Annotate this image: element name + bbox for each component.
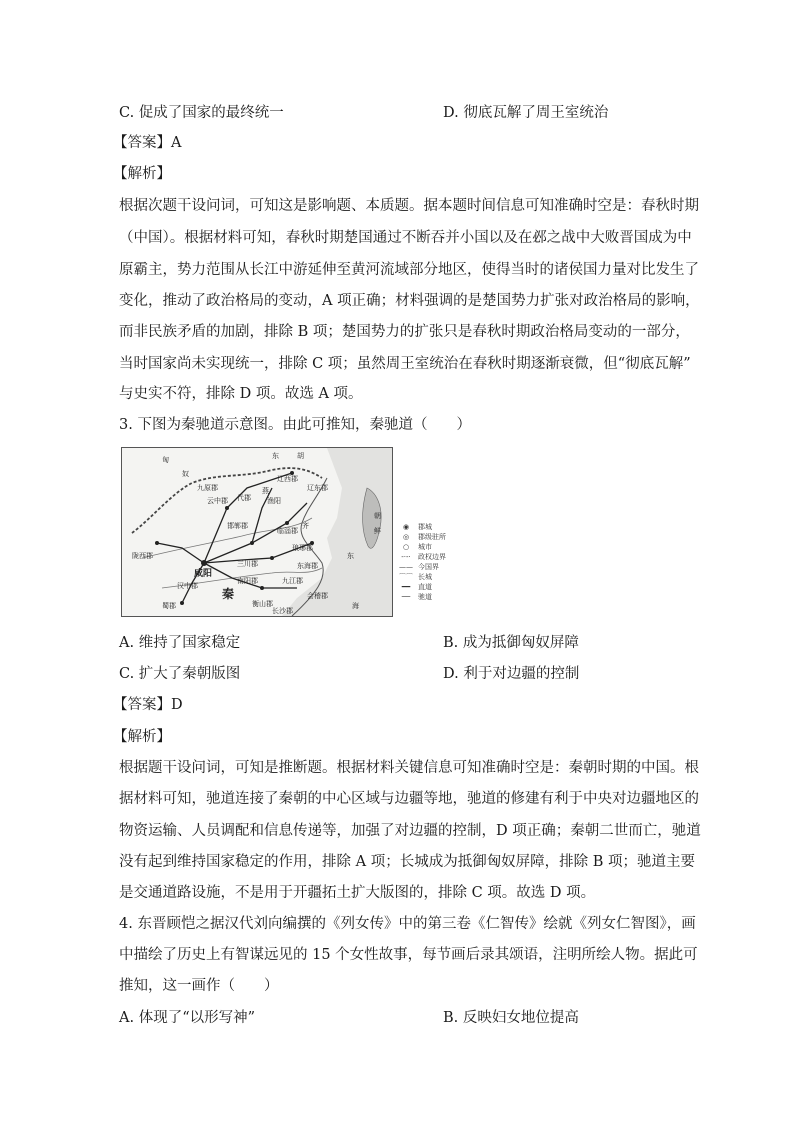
legend-row: ⌒⌒ 长城 — [399, 573, 432, 581]
map-label: 汉中郡 — [177, 582, 198, 590]
map-label: 九江郡 — [282, 577, 303, 585]
map-label: 朝 — [374, 512, 381, 520]
analysis-label: 【解析】 — [113, 729, 171, 745]
map-label: 会稽郡 — [307, 592, 328, 600]
option-a: A. 维持了国家稳定 — [119, 635, 241, 651]
legend-row: ◎ 郡级驻所 — [398, 532, 446, 542]
map-label: 邯郸郡 — [227, 522, 248, 530]
analysis-line: 而非民族矛盾的加剧，排除 B 项；楚国势力的扩张只是春秋时期政治格局变动的一部分， — [119, 324, 690, 340]
map-label: 胡 — [297, 452, 304, 460]
map-label: 琅琊郡 — [292, 544, 313, 552]
map-label: 三川郡 — [237, 560, 258, 568]
map-label: 燕 — [262, 487, 269, 495]
option-c: C. 扩大了秦朝版图 — [119, 666, 241, 682]
qin-road-map — [121, 447, 393, 617]
legend-row: ── 驰道 — [398, 592, 446, 602]
map-label: 鲜 — [374, 527, 381, 535]
legend-row: ━━ 直道 — [398, 582, 446, 592]
analysis-line: 没有起到维持国家稳定的作用，排除 A 项；长城成为抵御匈奴屏障，排除 B 项；驰道主要 — [119, 854, 696, 870]
map-svg — [122, 448, 392, 616]
analysis-line: 根据次题干设问词，可知这是影响题、本质题。据本题时间信息可知准确时空是：春秋时期 — [119, 198, 699, 214]
national-border-icon: —— — [399, 563, 413, 571]
map-label: 匈 — [162, 456, 169, 464]
option-b: B. 反映妇女地位提高 — [443, 1010, 579, 1026]
option-d: D. 彻底瓦解了周王室统治 — [443, 105, 609, 121]
legend-row: ○ 城市 — [398, 542, 446, 552]
legend-row: ◉ 郡城 — [398, 522, 446, 532]
question-stem: 中描绘了历史上有智谋远见的 15 个女性故事，每节画后录其颂语，注明所绘人物。据此可 — [119, 947, 698, 963]
analysis-line: 变化，推动了政治格局的变动，A 项正确；材料强调的是楚国势力扩张对政治格局的影响， — [119, 293, 700, 309]
map-label: 蜀郡 — [162, 602, 176, 610]
city-icon: ○ — [402, 543, 410, 551]
border-icon: -·-· — [401, 553, 411, 561]
chi-road-icon: ── — [401, 593, 411, 601]
analysis-line: 与史实不符，排除 D 项。故选 A 项。 — [119, 386, 363, 402]
question-stem: 4. 东晋顾恺之据汉代刘向编撰的《列女传》中的第三卷《仁智传》绘就《列女仁智图》，画 — [119, 916, 696, 932]
analysis-line: 原霸主，势力范围从长江中游延伸至黄河流域部分地区，使得当时的诸侯国力量对比发生了 — [119, 262, 699, 278]
analysis-label: 【解析】 — [113, 166, 171, 182]
question-stem: 推知，这一画作（ ） — [119, 978, 279, 994]
analysis-line: 根据题干设问词，可知是推断题。根据材料关键信息可知准确时空是：秦朝时期的中国。根 — [119, 760, 699, 776]
legend-row: -·-· 政权边界 — [398, 552, 446, 562]
great-wall-icon: ⌒⌒ — [399, 573, 413, 581]
map-legend — [398, 522, 446, 602]
map-label: 云中郡 — [207, 497, 228, 505]
map-label: 南阳郡 — [237, 577, 258, 585]
straight-road-icon: ━━ — [401, 583, 411, 591]
map-label: 齐 — [302, 522, 309, 530]
map-label: 海 — [352, 602, 359, 610]
map-label: 长沙郡 — [272, 607, 293, 615]
option-d: D. 利于对边疆的控制 — [443, 666, 580, 682]
analysis-line: 是交通道路设施，不是用于开疆拓土扩大版图的，排除 C 项。故选 D 项。 — [119, 885, 596, 901]
answer-label: 【答案】D — [113, 697, 183, 713]
option-c: C. 促成了国家的最终统一 — [119, 105, 284, 121]
capital-icon: ◉ — [402, 523, 410, 531]
question-stem: 3. 下图为秦驰道示意图。由此可推知，秦驰道（ ） — [119, 417, 471, 433]
map-label: 衡山郡 — [252, 600, 273, 608]
legend-row: —— 今国界 — [399, 563, 439, 571]
option-b: B. 成为抵御匈奴屏障 — [443, 635, 579, 651]
map-label: 东 — [272, 452, 279, 460]
map-label: 辽东郡 — [307, 484, 328, 492]
analysis-line: 据材料可知，驰道连接了秦朝的中心区域与边疆等地，驰道的修建有利于中央对边疆地区的 — [119, 791, 699, 807]
analysis-line: 物资运输、人员调配和信息传递等，加强了对边疆的控制，D 项正确；秦朝二世而亡，驰道 — [119, 823, 701, 839]
map-label: 秦 — [222, 587, 235, 601]
answer-label: 【答案】A — [113, 135, 182, 151]
option-a: A. 体现了“以形写神” — [119, 1010, 256, 1026]
map-label: 代郡 — [237, 494, 251, 502]
map-label: 临淄郡 — [277, 527, 298, 535]
map-label: 奴 — [182, 470, 189, 478]
map-label: 辽西郡 — [277, 475, 298, 483]
analysis-line: （中国）。根据材料可知，春秋时期楚国通过不断吞并小国以及在邲之战中大败晋国成为中 — [119, 230, 692, 246]
map-label: 咸阳 — [194, 569, 213, 579]
map-label: 东海郡 — [297, 562, 318, 570]
map-label: 陇西郡 — [132, 552, 153, 560]
seat-icon: ◎ — [402, 533, 410, 541]
map-label: 九原郡 — [197, 484, 218, 492]
map-label: 东 — [347, 552, 354, 560]
analysis-line: 当时国家尚未实现统一，排除 C 项；虽然周王室统治在春秋时期逐渐衰微，但“彻底瓦解” — [119, 356, 691, 372]
map-label: 渔阳 — [267, 497, 281, 505]
